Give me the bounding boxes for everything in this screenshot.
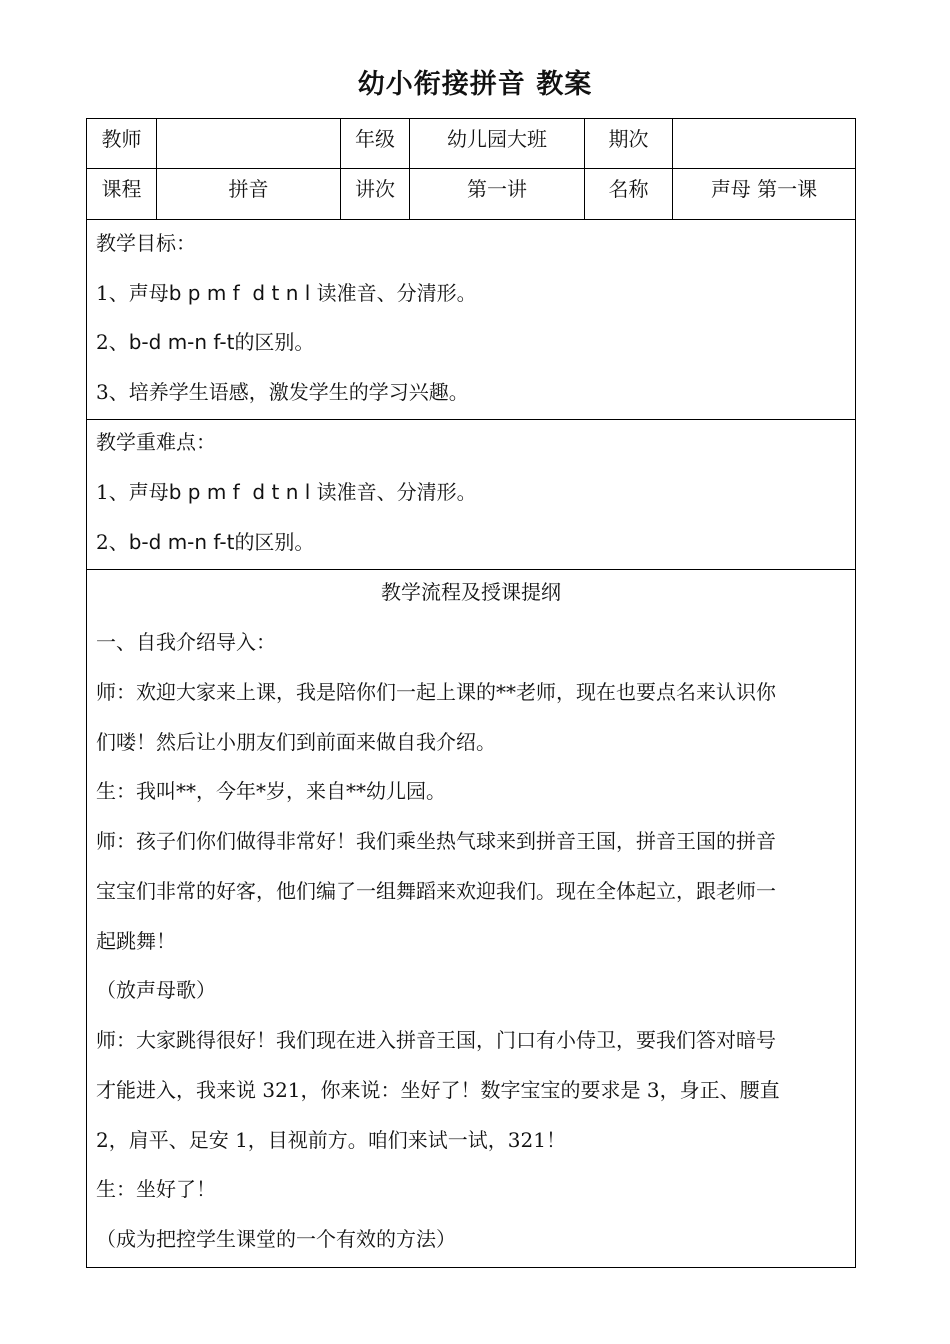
process-line: 师：大家跳得很好！我们现在进入拼音王国，门口有小侍卫，要我们答对暗号 [96, 1028, 776, 1052]
process-line: 师：孩子们你们做得非常好！我们乘坐热气球来到拼音王国，拼音王国的拼音 [96, 829, 776, 853]
page-title: 幼小衔接拼音 教案 [357, 69, 593, 100]
process-line: 起跳舞！ [96, 929, 176, 953]
lecture-label: 讲次 [341, 169, 410, 219]
objective-item-2 [96, 327, 314, 357]
process-line: （放声母歌） [96, 978, 216, 1002]
objective-2-suffix: 的区别。 [234, 330, 315, 354]
period-label: 期次 [585, 119, 673, 168]
objective-2-pinyin: b-d m-n f-t [128, 330, 235, 354]
header-row-2 [87, 169, 855, 220]
process-line: 2，肩平、足安 1，目视前方。咱们来试一试，321！ [96, 1128, 566, 1152]
key-point-1-suffix: 读准音、分清形。 [316, 480, 477, 504]
process-section [87, 570, 855, 1267]
objective-1-pinyin: b p m f d t n l [168, 281, 311, 305]
key-point-2-prefix: 2、 [96, 530, 129, 554]
key-point-item-2 [96, 527, 314, 557]
teacher-value [157, 119, 341, 168]
process-line: （成为把控学生课堂的一个有效的方法） [96, 1227, 456, 1251]
header-row-1 [87, 119, 855, 169]
key-point-2-suffix: 的区别。 [234, 530, 315, 554]
key-points-section [87, 420, 855, 570]
lecture-value: 第一讲 [410, 169, 585, 219]
name-label: 名称 [585, 169, 673, 219]
process-line: 生：坐好了！ [96, 1177, 216, 1201]
process-line: 生：我叫**，今年*岁，来自**幼儿园。 [96, 779, 446, 803]
key-point-1-pinyin: b p m f d t n l [168, 480, 311, 504]
objective-1-suffix: 读准音、分清形。 [316, 281, 477, 305]
key-point-item-1 [96, 477, 477, 507]
course-value: 拼音 [157, 169, 341, 219]
objective-item-3: 3、培养学生语感，激发学生的学习兴趣。 [96, 380, 469, 404]
key-points-heading: 教学重难点： [96, 430, 216, 454]
teacher-label: 教师 [87, 119, 157, 168]
key-point-1-prefix: 1、声母 [96, 480, 169, 504]
process-line: 们喽！然后让小朋友们到前面来做自我介绍。 [96, 730, 496, 754]
grade-value: 幼儿园大班 [410, 119, 585, 168]
process-line: 宝宝们非常的好客，他们编了一组舞蹈来欢迎我们。现在全体起立，跟老师一 [96, 879, 776, 903]
process-heading: 教学流程及授课提纲 [381, 580, 561, 604]
objectives-section [87, 220, 855, 420]
process-line: 一、自我介绍导入： [96, 630, 276, 654]
key-point-2-pinyin: b-d m-n f-t [128, 530, 235, 554]
objectives-heading: 教学目标： [96, 231, 196, 255]
course-label: 课程 [87, 169, 157, 219]
grade-label: 年级 [341, 119, 410, 168]
objective-2-prefix: 2、 [96, 330, 129, 354]
process-line: 师：欢迎大家来上课，我是陪你们一起上课的**老师，现在也要点名来认识你 [96, 680, 776, 704]
objective-item-1 [96, 278, 477, 308]
process-line: 才能进入，我来说 321，你来说：坐好了！数字宝宝的要求是 3，身正、腰直 [96, 1078, 780, 1102]
lesson-plan-table [86, 118, 856, 1268]
name-value: 声母 第一课 [710, 177, 818, 201]
period-value [673, 119, 855, 168]
objective-1-prefix: 1、声母 [96, 281, 169, 305]
